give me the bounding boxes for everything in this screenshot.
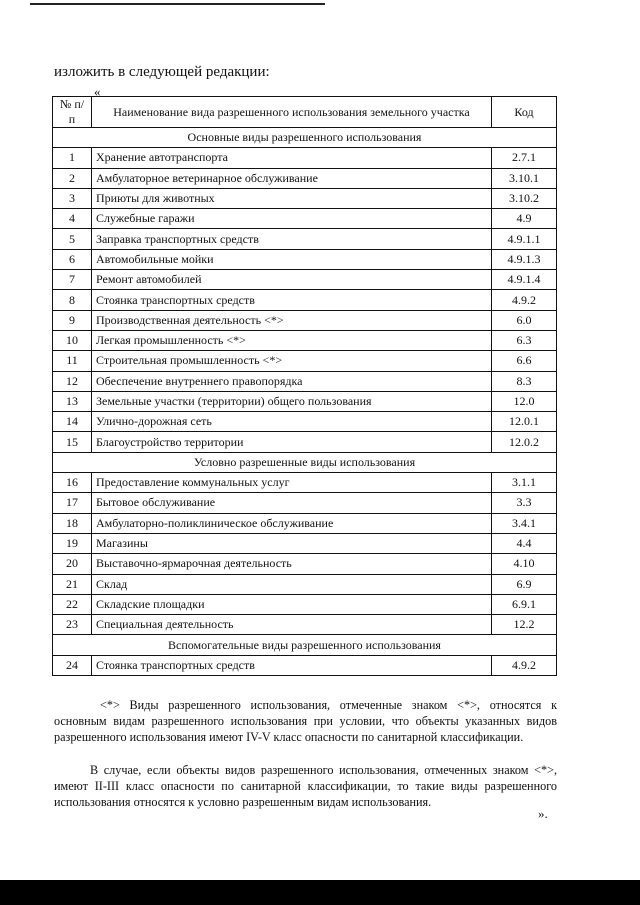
use-type-code: 3.10.1 (492, 168, 557, 188)
row-number: 17 (53, 493, 92, 513)
use-type-code: 8.3 (492, 371, 557, 391)
row-number: 6 (53, 249, 92, 269)
use-type-name: Земельные участки (территории) общего пользования (92, 391, 492, 411)
use-type-code: 4.10 (492, 554, 557, 574)
row-number: 24 (53, 655, 92, 675)
land-use-table (52, 96, 557, 676)
table-row (53, 270, 557, 290)
table-row (53, 655, 557, 675)
table-row (53, 148, 557, 168)
row-number: 13 (53, 391, 92, 411)
row-number: 15 (53, 432, 92, 452)
use-type-name: Амбулаторно-поликлиническое обслуживание (92, 513, 492, 533)
section-header-row (53, 452, 557, 472)
use-type-name: Магазины (92, 533, 492, 553)
table-row (53, 473, 557, 493)
row-number: 21 (53, 574, 92, 594)
row-number: 23 (53, 615, 92, 635)
footnote-paragraph: <*> Виды разрешенного использования, отмеченные знаком <*>, относятся к основным видам разрешенного использования при условии, что объекты указанных видов разрешенного использования имеют IV-V класс опасности по санитарной классификации. (54, 698, 557, 744)
use-type-code: 4.9 (492, 209, 557, 229)
top-edge-line (30, 3, 325, 5)
use-type-name: Складские площадки (92, 594, 492, 614)
table-row (53, 330, 557, 350)
use-type-code: 6.3 (492, 330, 557, 350)
header-num: № п/п (53, 97, 92, 128)
row-number: 9 (53, 310, 92, 330)
table-row (53, 188, 557, 208)
row-number: 16 (53, 473, 92, 493)
use-type-name: Автомобильные мойки (92, 249, 492, 269)
section-title: Вспомогательные виды разрешенного использования (53, 635, 557, 655)
use-type-name: Стоянка транспортных средств (92, 655, 492, 675)
row-number: 1 (53, 148, 92, 168)
table-row (53, 310, 557, 330)
use-type-name: Обеспечение внутреннего правопорядка (92, 371, 492, 391)
use-type-code: 12.0 (492, 391, 557, 411)
row-number: 10 (53, 330, 92, 350)
use-type-name: Производственная деятельность <*> (92, 310, 492, 330)
use-type-code: 4.9.2 (492, 655, 557, 675)
use-type-code: 3.1.1 (492, 473, 557, 493)
row-number: 22 (53, 594, 92, 614)
header-name: Наименование вида разрешенного использования земельного участка (92, 97, 492, 128)
section-title: Основные виды разрешенного использования (53, 128, 557, 148)
use-type-name: Хранение автотранспорта (92, 148, 492, 168)
use-type-name: Улично-дорожная сеть (92, 412, 492, 432)
use-type-name: Служебные гаражи (92, 209, 492, 229)
table-row (53, 493, 557, 513)
row-number: 18 (53, 513, 92, 533)
row-number: 14 (53, 412, 92, 432)
row-number: 2 (53, 168, 92, 188)
hazard-class-paragraph: В случае, если объекты видов разрешенного использования, отмеченных знаком <*>, имеют II-III класс опасности по санитарной классификации, то такие виды разрешенного использования относятся к условно разрешенным видам использования. (54, 763, 557, 809)
table-row (53, 432, 557, 452)
scan-bottom-border (0, 880, 640, 905)
use-type-name: Приюты для животных (92, 188, 492, 208)
row-number: 8 (53, 290, 92, 310)
use-type-code: 2.7.1 (492, 148, 557, 168)
use-type-name: Амбулаторное ветеринарное обслуживание (92, 168, 492, 188)
opening-quote: « (94, 84, 101, 99)
use-type-name: Специальная деятельность (92, 615, 492, 635)
use-type-code: 4.9.2 (492, 290, 557, 310)
use-type-name: Бытовое обслуживание (92, 493, 492, 513)
table-row (53, 229, 557, 249)
section-header-row (53, 635, 557, 655)
table-row (53, 209, 557, 229)
use-type-code: 4.9.1.4 (492, 270, 557, 290)
use-type-code: 6.0 (492, 310, 557, 330)
table-row (53, 513, 557, 533)
table-row (53, 391, 557, 411)
use-type-name: Ремонт автомобилей (92, 270, 492, 290)
table-body (53, 128, 557, 676)
use-type-code: 6.9 (492, 574, 557, 594)
use-type-code: 3.10.2 (492, 188, 557, 208)
table-row (53, 412, 557, 432)
row-number: 5 (53, 229, 92, 249)
use-type-code: 12.2 (492, 615, 557, 635)
row-number: 11 (53, 351, 92, 371)
row-number: 20 (53, 554, 92, 574)
row-number: 7 (53, 270, 92, 290)
use-type-code: 3.4.1 (492, 513, 557, 533)
use-type-code: 4.4 (492, 533, 557, 553)
row-number: 12 (53, 371, 92, 391)
row-number: 19 (53, 533, 92, 553)
table-row (53, 594, 557, 614)
table-row (53, 533, 557, 553)
header-code: Код (492, 97, 557, 128)
table-header-row (53, 97, 557, 128)
use-type-name: Предоставление коммунальных услуг (92, 473, 492, 493)
table-row (53, 249, 557, 269)
use-type-name: Заправка транспортных средств (92, 229, 492, 249)
row-number: 3 (53, 188, 92, 208)
table-row (53, 615, 557, 635)
use-type-code: 6.9.1 (492, 594, 557, 614)
table-row (53, 168, 557, 188)
use-type-name: Строительная промышленность <*> (92, 351, 492, 371)
use-type-code: 12.0.2 (492, 432, 557, 452)
section-header-row (53, 128, 557, 148)
use-type-code: 6.6 (492, 351, 557, 371)
table-row (53, 574, 557, 594)
use-type-name: Склад (92, 574, 492, 594)
closing-quote: ». (538, 806, 548, 821)
table-row (53, 351, 557, 371)
section-title: Условно разрешенные виды использования (53, 452, 557, 472)
table-row (53, 371, 557, 391)
use-type-code: 12.0.1 (492, 412, 557, 432)
row-number: 4 (53, 209, 92, 229)
intro-text: изложить в следующей редакции: (54, 64, 270, 80)
use-type-name: Благоустройство территории (92, 432, 492, 452)
table-row (53, 554, 557, 574)
use-type-code: 3.3 (492, 493, 557, 513)
use-type-name: Стоянка транспортных средств (92, 290, 492, 310)
use-type-code: 4.9.1.3 (492, 249, 557, 269)
use-type-name: Легкая промышленность <*> (92, 330, 492, 350)
use-type-name: Выставочно-ярмарочная деятельность (92, 554, 492, 574)
use-type-code: 4.9.1.1 (492, 229, 557, 249)
table-row (53, 290, 557, 310)
